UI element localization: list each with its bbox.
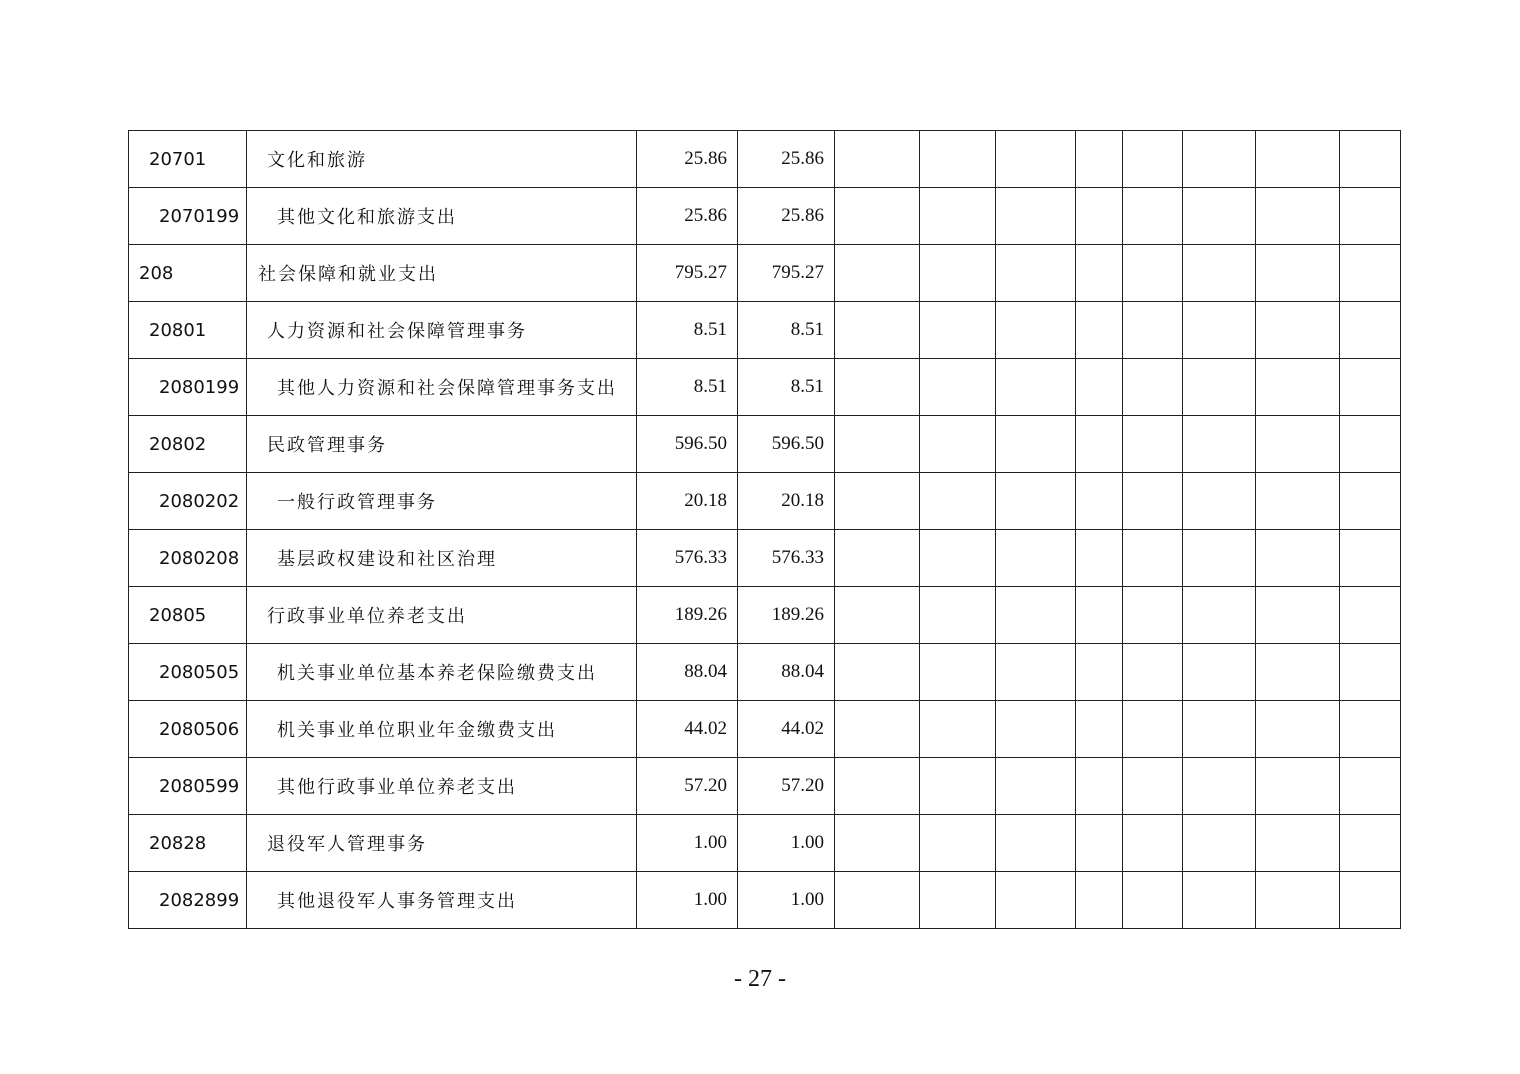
subject-code-cell: 2080208 xyxy=(129,530,247,587)
empty-cell xyxy=(920,359,996,416)
empty-cell xyxy=(1076,416,1123,473)
total-amount-cell: 8.51 xyxy=(637,302,738,359)
total-amount-cell: 25.86 xyxy=(637,131,738,188)
empty-cell xyxy=(920,758,996,815)
subject-name-cell: 社会保障和就业支出 xyxy=(247,245,637,302)
empty-cell xyxy=(1340,530,1401,587)
total-amount-cell: 1.00 xyxy=(637,815,738,872)
empty-cell xyxy=(1123,302,1183,359)
empty-cell xyxy=(1076,644,1123,701)
amount-cell: 25.86 xyxy=(738,131,835,188)
subject-name-cell: 其他退役军人事务管理支出 xyxy=(247,872,637,929)
total-amount-cell: 25.86 xyxy=(637,188,738,245)
empty-cell xyxy=(1183,302,1256,359)
table-row xyxy=(129,644,1401,701)
empty-cell xyxy=(920,245,996,302)
empty-cell xyxy=(1340,815,1401,872)
amount-cell: 8.51 xyxy=(738,359,835,416)
empty-cell xyxy=(996,701,1076,758)
subject-name-cell: 人力资源和社会保障管理事务 xyxy=(247,302,637,359)
total-amount-cell: 57.20 xyxy=(637,758,738,815)
empty-cell xyxy=(1123,701,1183,758)
empty-cell xyxy=(1340,245,1401,302)
empty-cell xyxy=(920,815,996,872)
empty-cell xyxy=(920,587,996,644)
empty-cell xyxy=(1076,701,1123,758)
total-amount-cell: 795.27 xyxy=(637,245,738,302)
amount-cell: 25.86 xyxy=(738,188,835,245)
table-row xyxy=(129,188,1401,245)
empty-cell xyxy=(1256,359,1340,416)
subject-name-cell: 退役军人管理事务 xyxy=(247,815,637,872)
empty-cell xyxy=(1340,473,1401,530)
empty-cell xyxy=(835,416,920,473)
empty-cell xyxy=(1256,587,1340,644)
subject-name-cell: 行政事业单位养老支出 xyxy=(247,587,637,644)
empty-cell xyxy=(1183,530,1256,587)
empty-cell xyxy=(996,131,1076,188)
empty-cell xyxy=(1183,587,1256,644)
amount-cell: 576.33 xyxy=(738,530,835,587)
empty-cell xyxy=(1340,416,1401,473)
total-amount-cell: 1.00 xyxy=(637,872,738,929)
subject-code-cell: 20805 xyxy=(129,587,247,644)
empty-cell xyxy=(996,644,1076,701)
empty-cell xyxy=(1340,758,1401,815)
subject-name-cell: 其他人力资源和社会保障管理事务支出 xyxy=(247,359,637,416)
empty-cell xyxy=(1256,701,1340,758)
empty-cell xyxy=(1340,359,1401,416)
empty-cell xyxy=(1340,701,1401,758)
budget-table xyxy=(128,130,1401,929)
subject-code-cell: 20802 xyxy=(129,416,247,473)
empty-cell xyxy=(920,416,996,473)
empty-cell xyxy=(1123,416,1183,473)
empty-cell xyxy=(1123,473,1183,530)
empty-cell xyxy=(996,587,1076,644)
subject-code-cell: 2080599 xyxy=(129,758,247,815)
subject-name-cell: 其他文化和旅游支出 xyxy=(247,188,637,245)
empty-cell xyxy=(1183,416,1256,473)
empty-cell xyxy=(996,473,1076,530)
amount-cell: 8.51 xyxy=(738,302,835,359)
empty-cell xyxy=(920,131,996,188)
empty-cell xyxy=(920,644,996,701)
subject-name-cell: 文化和旅游 xyxy=(247,131,637,188)
empty-cell xyxy=(1256,644,1340,701)
total-amount-cell: 596.50 xyxy=(637,416,738,473)
subject-code-cell: 20828 xyxy=(129,815,247,872)
empty-cell xyxy=(1340,587,1401,644)
empty-cell xyxy=(996,188,1076,245)
subject-code-cell: 2080199 xyxy=(129,359,247,416)
subject-name-cell: 一般行政管理事务 xyxy=(247,473,637,530)
empty-cell xyxy=(920,188,996,245)
empty-cell xyxy=(996,245,1076,302)
empty-cell xyxy=(1076,188,1123,245)
page-number: - 27 - xyxy=(734,966,786,992)
empty-cell xyxy=(1340,302,1401,359)
table-row xyxy=(129,245,1401,302)
empty-cell xyxy=(1256,758,1340,815)
empty-cell xyxy=(835,701,920,758)
table-row xyxy=(129,302,1401,359)
total-amount-cell: 576.33 xyxy=(637,530,738,587)
table-row xyxy=(129,473,1401,530)
table-row xyxy=(129,587,1401,644)
empty-cell xyxy=(996,302,1076,359)
empty-cell xyxy=(1340,872,1401,929)
empty-cell xyxy=(920,473,996,530)
empty-cell xyxy=(835,872,920,929)
empty-cell xyxy=(1076,302,1123,359)
total-amount-cell: 8.51 xyxy=(637,359,738,416)
table-body xyxy=(129,131,1401,929)
subject-code-cell: 20801 xyxy=(129,302,247,359)
table-row xyxy=(129,131,1401,188)
empty-cell xyxy=(1256,416,1340,473)
empty-cell xyxy=(1256,473,1340,530)
empty-cell xyxy=(1183,473,1256,530)
empty-cell xyxy=(1123,872,1183,929)
empty-cell xyxy=(1183,872,1256,929)
empty-cell xyxy=(996,815,1076,872)
empty-cell xyxy=(835,758,920,815)
empty-cell xyxy=(1183,188,1256,245)
subject-code-cell: 2080505 xyxy=(129,644,247,701)
empty-cell xyxy=(1076,530,1123,587)
empty-cell xyxy=(920,302,996,359)
empty-cell xyxy=(1123,245,1183,302)
empty-cell xyxy=(1123,188,1183,245)
empty-cell xyxy=(835,302,920,359)
table-row xyxy=(129,758,1401,815)
empty-cell xyxy=(835,131,920,188)
total-amount-cell: 88.04 xyxy=(637,644,738,701)
subject-name-cell: 机关事业单位基本养老保险缴费支出 xyxy=(247,644,637,701)
amount-cell: 795.27 xyxy=(738,245,835,302)
empty-cell xyxy=(1123,644,1183,701)
empty-cell xyxy=(1256,245,1340,302)
empty-cell xyxy=(1076,872,1123,929)
table-row xyxy=(129,872,1401,929)
empty-cell xyxy=(1183,245,1256,302)
empty-cell xyxy=(1340,188,1401,245)
empty-cell xyxy=(1076,473,1123,530)
empty-cell xyxy=(920,701,996,758)
empty-cell xyxy=(996,359,1076,416)
empty-cell xyxy=(1076,131,1123,188)
empty-cell xyxy=(1183,701,1256,758)
subject-code-cell: 20701 xyxy=(129,131,247,188)
subject-code-cell: 2082899 xyxy=(129,872,247,929)
empty-cell xyxy=(1076,359,1123,416)
empty-cell xyxy=(835,188,920,245)
empty-cell xyxy=(1076,758,1123,815)
empty-cell xyxy=(920,530,996,587)
empty-cell xyxy=(1256,872,1340,929)
table-row xyxy=(129,530,1401,587)
empty-cell xyxy=(996,758,1076,815)
empty-cell xyxy=(1256,188,1340,245)
empty-cell xyxy=(1123,587,1183,644)
empty-cell xyxy=(1123,815,1183,872)
empty-cell xyxy=(1076,587,1123,644)
empty-cell xyxy=(835,530,920,587)
table-row xyxy=(129,815,1401,872)
empty-cell xyxy=(1183,359,1256,416)
empty-cell xyxy=(835,587,920,644)
amount-cell: 20.18 xyxy=(738,473,835,530)
empty-cell xyxy=(1123,359,1183,416)
subject-name-cell: 民政管理事务 xyxy=(247,416,637,473)
empty-cell xyxy=(1183,644,1256,701)
subject-code-cell: 2070199 xyxy=(129,188,247,245)
subject-code-cell: 2080506 xyxy=(129,701,247,758)
subject-code-cell: 208 xyxy=(129,245,247,302)
amount-cell: 1.00 xyxy=(738,872,835,929)
amount-cell: 596.50 xyxy=(738,416,835,473)
empty-cell xyxy=(1076,245,1123,302)
subject-name-cell: 其他行政事业单位养老支出 xyxy=(247,758,637,815)
empty-cell xyxy=(1340,131,1401,188)
table-row xyxy=(129,359,1401,416)
empty-cell xyxy=(835,359,920,416)
amount-cell: 88.04 xyxy=(738,644,835,701)
empty-cell xyxy=(835,815,920,872)
empty-cell xyxy=(996,530,1076,587)
empty-cell xyxy=(920,872,996,929)
table-row xyxy=(129,416,1401,473)
total-amount-cell: 44.02 xyxy=(637,701,738,758)
empty-cell xyxy=(1076,815,1123,872)
empty-cell xyxy=(1256,131,1340,188)
subject-name-cell: 基层政权建设和社区治理 xyxy=(247,530,637,587)
empty-cell xyxy=(1183,131,1256,188)
table-row xyxy=(129,701,1401,758)
subject-name-cell: 机关事业单位职业年金缴费支出 xyxy=(247,701,637,758)
empty-cell xyxy=(835,245,920,302)
empty-cell xyxy=(835,473,920,530)
empty-cell xyxy=(996,416,1076,473)
empty-cell xyxy=(1183,815,1256,872)
empty-cell xyxy=(1256,302,1340,359)
empty-cell xyxy=(1123,758,1183,815)
amount-cell: 44.02 xyxy=(738,701,835,758)
empty-cell xyxy=(1256,815,1340,872)
amount-cell: 57.20 xyxy=(738,758,835,815)
empty-cell xyxy=(1123,131,1183,188)
empty-cell xyxy=(1123,530,1183,587)
total-amount-cell: 189.26 xyxy=(637,587,738,644)
empty-cell xyxy=(1256,530,1340,587)
empty-cell xyxy=(835,644,920,701)
empty-cell xyxy=(1340,644,1401,701)
total-amount-cell: 20.18 xyxy=(637,473,738,530)
amount-cell: 189.26 xyxy=(738,587,835,644)
subject-code-cell: 2080202 xyxy=(129,473,247,530)
empty-cell xyxy=(996,872,1076,929)
amount-cell: 1.00 xyxy=(738,815,835,872)
empty-cell xyxy=(1183,758,1256,815)
